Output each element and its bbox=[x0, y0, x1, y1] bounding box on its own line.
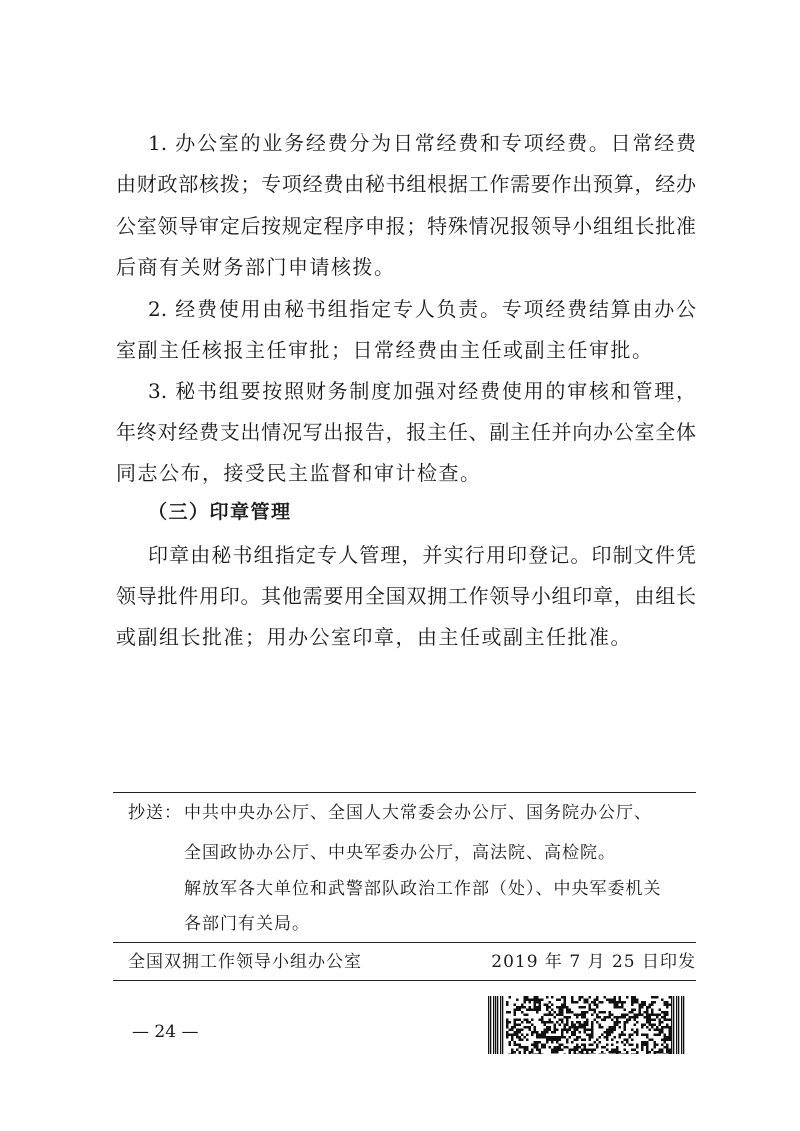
issuer-name: 全国双拥工作领导小组办公室 bbox=[128, 952, 362, 972]
footer-bottom-rule bbox=[113, 980, 696, 981]
paragraph-4-line-2: 领导批件用印。其他需要用全国双拥工作领导小组印章，由组长 bbox=[116, 584, 696, 608]
section-heading: （三）印章管理 bbox=[148, 501, 292, 523]
cc-bottom-rule bbox=[113, 942, 696, 943]
paragraph-2-line-1: 2. 经费使用由秘书组指定专人负责。专项经费结算由办公 bbox=[148, 297, 696, 321]
paragraph-1-line-1: 1. 办公室的业务经费分为日常经费和专项经费。日常经费 bbox=[148, 131, 696, 155]
paragraph-1-line-4: 后商有关财务部门申请核拨。 bbox=[116, 255, 396, 279]
paragraph-4-line-3: 或副组长批准；用办公室印章，由主任或副主任批准。 bbox=[116, 625, 632, 649]
paragraph-4-line-1: 印章由秘书组指定专人管理，并实行用印登记。印制文件凭 bbox=[148, 543, 696, 567]
paragraph-3-line-2: 年终对经费支出情况写出报告，报主任、副主任并向办公室全体 bbox=[116, 420, 696, 444]
paragraph-2-line-2: 室副主任核报主任审批；日常经费由主任或副主任审批。 bbox=[116, 338, 654, 362]
page-number: — 24 — bbox=[132, 1022, 199, 1042]
cc-label: 抄送： bbox=[128, 803, 182, 823]
cc-line-4: 各部门有关局。 bbox=[184, 914, 310, 934]
issue-date: 2019 年 7 月 25 日印发 bbox=[491, 952, 696, 972]
cc-line-2: 全国政协办公厅、中央军委办公厅，高法院、高检院。 bbox=[184, 843, 616, 863]
cc-line-1: 中共中央办公厅、全国人大常委会办公厅、国务院办公厅、 bbox=[184, 803, 652, 823]
paragraph-1-line-3: 公室领导审定后按规定程序申报；特殊情况报领导小组组长批准 bbox=[116, 214, 696, 238]
cc-line-3: 解放军各大单位和武警部队政治工作部（处）、中央军委机关 bbox=[184, 879, 662, 899]
paragraph-1-line-2: 由财政部核拨；专项经费由秘书组根据工作需要作出预算，经办 bbox=[116, 172, 696, 196]
cc-top-rule bbox=[113, 792, 696, 793]
paragraph-3-line-1: 3. 秘书组要按照财务制度加强对经费使用的审核和管理， bbox=[148, 379, 696, 403]
barcode-image bbox=[488, 996, 685, 1054]
paragraph-3-line-3: 同志公布，接受民主监督和审计检查。 bbox=[116, 461, 482, 485]
